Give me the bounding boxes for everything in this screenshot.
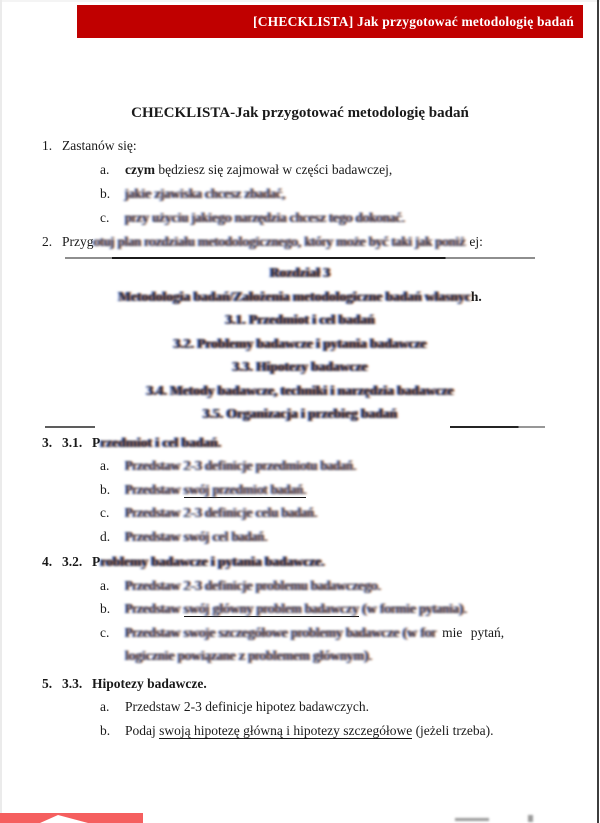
degraded-text: rzedmiot i cel badań. bbox=[100, 434, 221, 450]
logo-fragment bbox=[0, 813, 143, 823]
list-item-5 bbox=[0, 672, 600, 696]
list-item-4 bbox=[0, 550, 600, 574]
sub-text bbox=[125, 597, 600, 621]
degraded-text: Przedstaw bbox=[125, 601, 184, 616]
degraded-text: Przedstaw bbox=[125, 481, 184, 497]
clear-text: swoją hipotezę główną i hipotezy szczegółowe bbox=[159, 722, 413, 738]
sub-text bbox=[125, 621, 600, 645]
sub-text bbox=[125, 206, 600, 230]
outline-item-5: 3.5. Organizacja i przebieg badań bbox=[202, 406, 398, 421]
sub-letter: c. bbox=[100, 210, 110, 225]
sub-text bbox=[125, 525, 600, 549]
list-item-4a bbox=[0, 574, 600, 598]
degraded-text: Przedstaw 2-3 definicje przedmiotu badań. bbox=[125, 458, 357, 473]
outline-subtitle bbox=[0, 285, 600, 309]
list-item-1a bbox=[0, 158, 600, 182]
sub-letter: c. bbox=[100, 505, 110, 520]
list-item-1b bbox=[0, 182, 600, 206]
section-number: 3.2. bbox=[62, 554, 83, 569]
degraded-text: Przedstaw swoje szczegółowe problemy badawcze (w for bbox=[125, 624, 437, 640]
underlined-text bbox=[159, 723, 412, 739]
sub-letter: b. bbox=[100, 481, 111, 497]
list-item-3d bbox=[0, 525, 600, 549]
sub-text bbox=[125, 158, 600, 182]
section-number: 3.1. bbox=[62, 434, 83, 450]
underlined-text bbox=[184, 601, 359, 617]
degraded-text: (w formie pytania). bbox=[358, 601, 467, 616]
section-heading bbox=[92, 672, 600, 696]
sub-letter: b. bbox=[100, 722, 111, 738]
sub-text bbox=[125, 695, 600, 719]
degraded-text: Przedstaw swój cel badań. bbox=[125, 528, 268, 544]
degraded-text: jakie zjawiska chcesz zbadać, bbox=[125, 186, 286, 201]
list-item-4b bbox=[0, 597, 600, 621]
document-title: CHECKLISTA-Jak przygotować metodologię badań bbox=[131, 105, 469, 121]
logo-mountain-icon bbox=[40, 815, 88, 823]
section-number: 3.3. bbox=[62, 675, 83, 691]
sub-letter: a. bbox=[100, 577, 110, 593]
list-number: 3. bbox=[42, 434, 53, 450]
degraded-text: Przedstaw 2-3 definicje celu badań. bbox=[125, 505, 318, 520]
divider-segment-right bbox=[450, 426, 545, 428]
clear-text: Przedstaw 2-3 definicje hipotez badawczych. bbox=[125, 699, 370, 714]
outline-bottom-divider bbox=[0, 426, 600, 428]
degraded-text: swój przedmiot badań. bbox=[183, 481, 307, 497]
list-item-2 bbox=[0, 230, 600, 254]
chapter-outline bbox=[0, 261, 600, 426]
header-banner-title: [CHECKLISTA] Jak przygotować metodologię badań bbox=[253, 13, 574, 29]
sub-letter: b. bbox=[100, 186, 111, 201]
page-right-border bbox=[597, 0, 599, 823]
emphasis-text: czym bbox=[125, 162, 155, 177]
sub-text bbox=[125, 574, 600, 598]
list-item-1 bbox=[0, 134, 600, 158]
degraded-text: swój główny problem badawczy bbox=[183, 601, 359, 616]
clear-text: P bbox=[92, 434, 101, 450]
sub-text bbox=[125, 719, 600, 743]
clear-text: Przyg bbox=[62, 234, 94, 249]
section-heading bbox=[92, 431, 600, 455]
sub-letter: a. bbox=[100, 458, 110, 473]
outline-chapter-heading: Rozdział 3 bbox=[269, 265, 331, 280]
list-item-4c-continued bbox=[0, 644, 600, 668]
sub-letter: b. bbox=[100, 601, 111, 616]
cutoff-text-fragment bbox=[455, 818, 489, 821]
degraded-text: przy użyciu jakiego narzędzia chcesz tego dokonać. bbox=[125, 210, 405, 225]
degraded-text: Przedstaw 2-3 definicje problemu badawczego. bbox=[125, 577, 382, 593]
clear-text: P bbox=[92, 554, 101, 569]
outline-item-1: 3.1. Przedmiot i cel badań bbox=[225, 312, 375, 327]
clear-text: Hipotezy badawcze. bbox=[92, 675, 207, 691]
outline-item-2: 3.2. Problemy badawcze i pytania badawcze bbox=[173, 335, 427, 351]
sub-text bbox=[125, 478, 600, 502]
section-heading bbox=[92, 550, 600, 574]
list-text bbox=[62, 230, 600, 254]
list-number: 1. bbox=[42, 138, 53, 153]
outline-top-divider bbox=[65, 257, 535, 259]
list-item-3a bbox=[0, 454, 600, 478]
list-number: 2. bbox=[42, 234, 53, 249]
sub-letter: c. bbox=[100, 624, 110, 640]
clear-text: ej: bbox=[469, 234, 483, 249]
list-item-3 bbox=[0, 431, 600, 455]
clear-text: Podaj bbox=[125, 722, 160, 738]
underlined-text bbox=[184, 482, 307, 498]
list-number: 4. bbox=[42, 554, 53, 569]
list-item-3c bbox=[0, 501, 600, 525]
sub-letter: a. bbox=[100, 162, 110, 177]
list-number: 5. bbox=[42, 675, 53, 691]
sub-text bbox=[125, 644, 600, 668]
list-text bbox=[62, 134, 600, 158]
clear-text: (jeżeli trzeba). bbox=[412, 722, 494, 738]
divider-segment-left bbox=[45, 426, 95, 428]
outline-item-4: 3.4. Metody badawcze, techniki i narzędzia badawcze bbox=[146, 382, 454, 398]
clear-text: mie pytań, bbox=[442, 624, 505, 640]
sub-text bbox=[125, 182, 600, 206]
list-item-5a bbox=[0, 695, 600, 719]
sub-letter: a. bbox=[100, 699, 110, 714]
sub-text bbox=[125, 501, 600, 525]
degraded-text: Metodologia badań/Założenia metodologiczne badań własnyc bbox=[118, 288, 471, 304]
list-text-value: Zastanów się: bbox=[62, 138, 137, 153]
cutoff-text-fragment bbox=[528, 815, 533, 822]
degraded-text: logicznie powiązane z problemem głównym). bbox=[125, 648, 373, 663]
sub-text-rest: będziesz się zajmował w części badawczej, bbox=[154, 162, 393, 177]
list-item-4c bbox=[0, 621, 600, 645]
clear-text: h. bbox=[470, 288, 482, 304]
list-item-3b bbox=[0, 478, 600, 502]
degraded-text: otuj plan rozdziału metodologicznego, który może być taki jak poniż bbox=[93, 234, 466, 249]
list-item-5b bbox=[0, 719, 600, 743]
outline-item-3: 3.3. Hipotezy badawcze bbox=[232, 359, 368, 374]
sub-text bbox=[125, 454, 600, 478]
sub-letter: d. bbox=[100, 528, 111, 544]
degraded-text: roblemy badawcze i pytania badawcze. bbox=[100, 554, 325, 569]
list-item-1c bbox=[0, 206, 600, 230]
